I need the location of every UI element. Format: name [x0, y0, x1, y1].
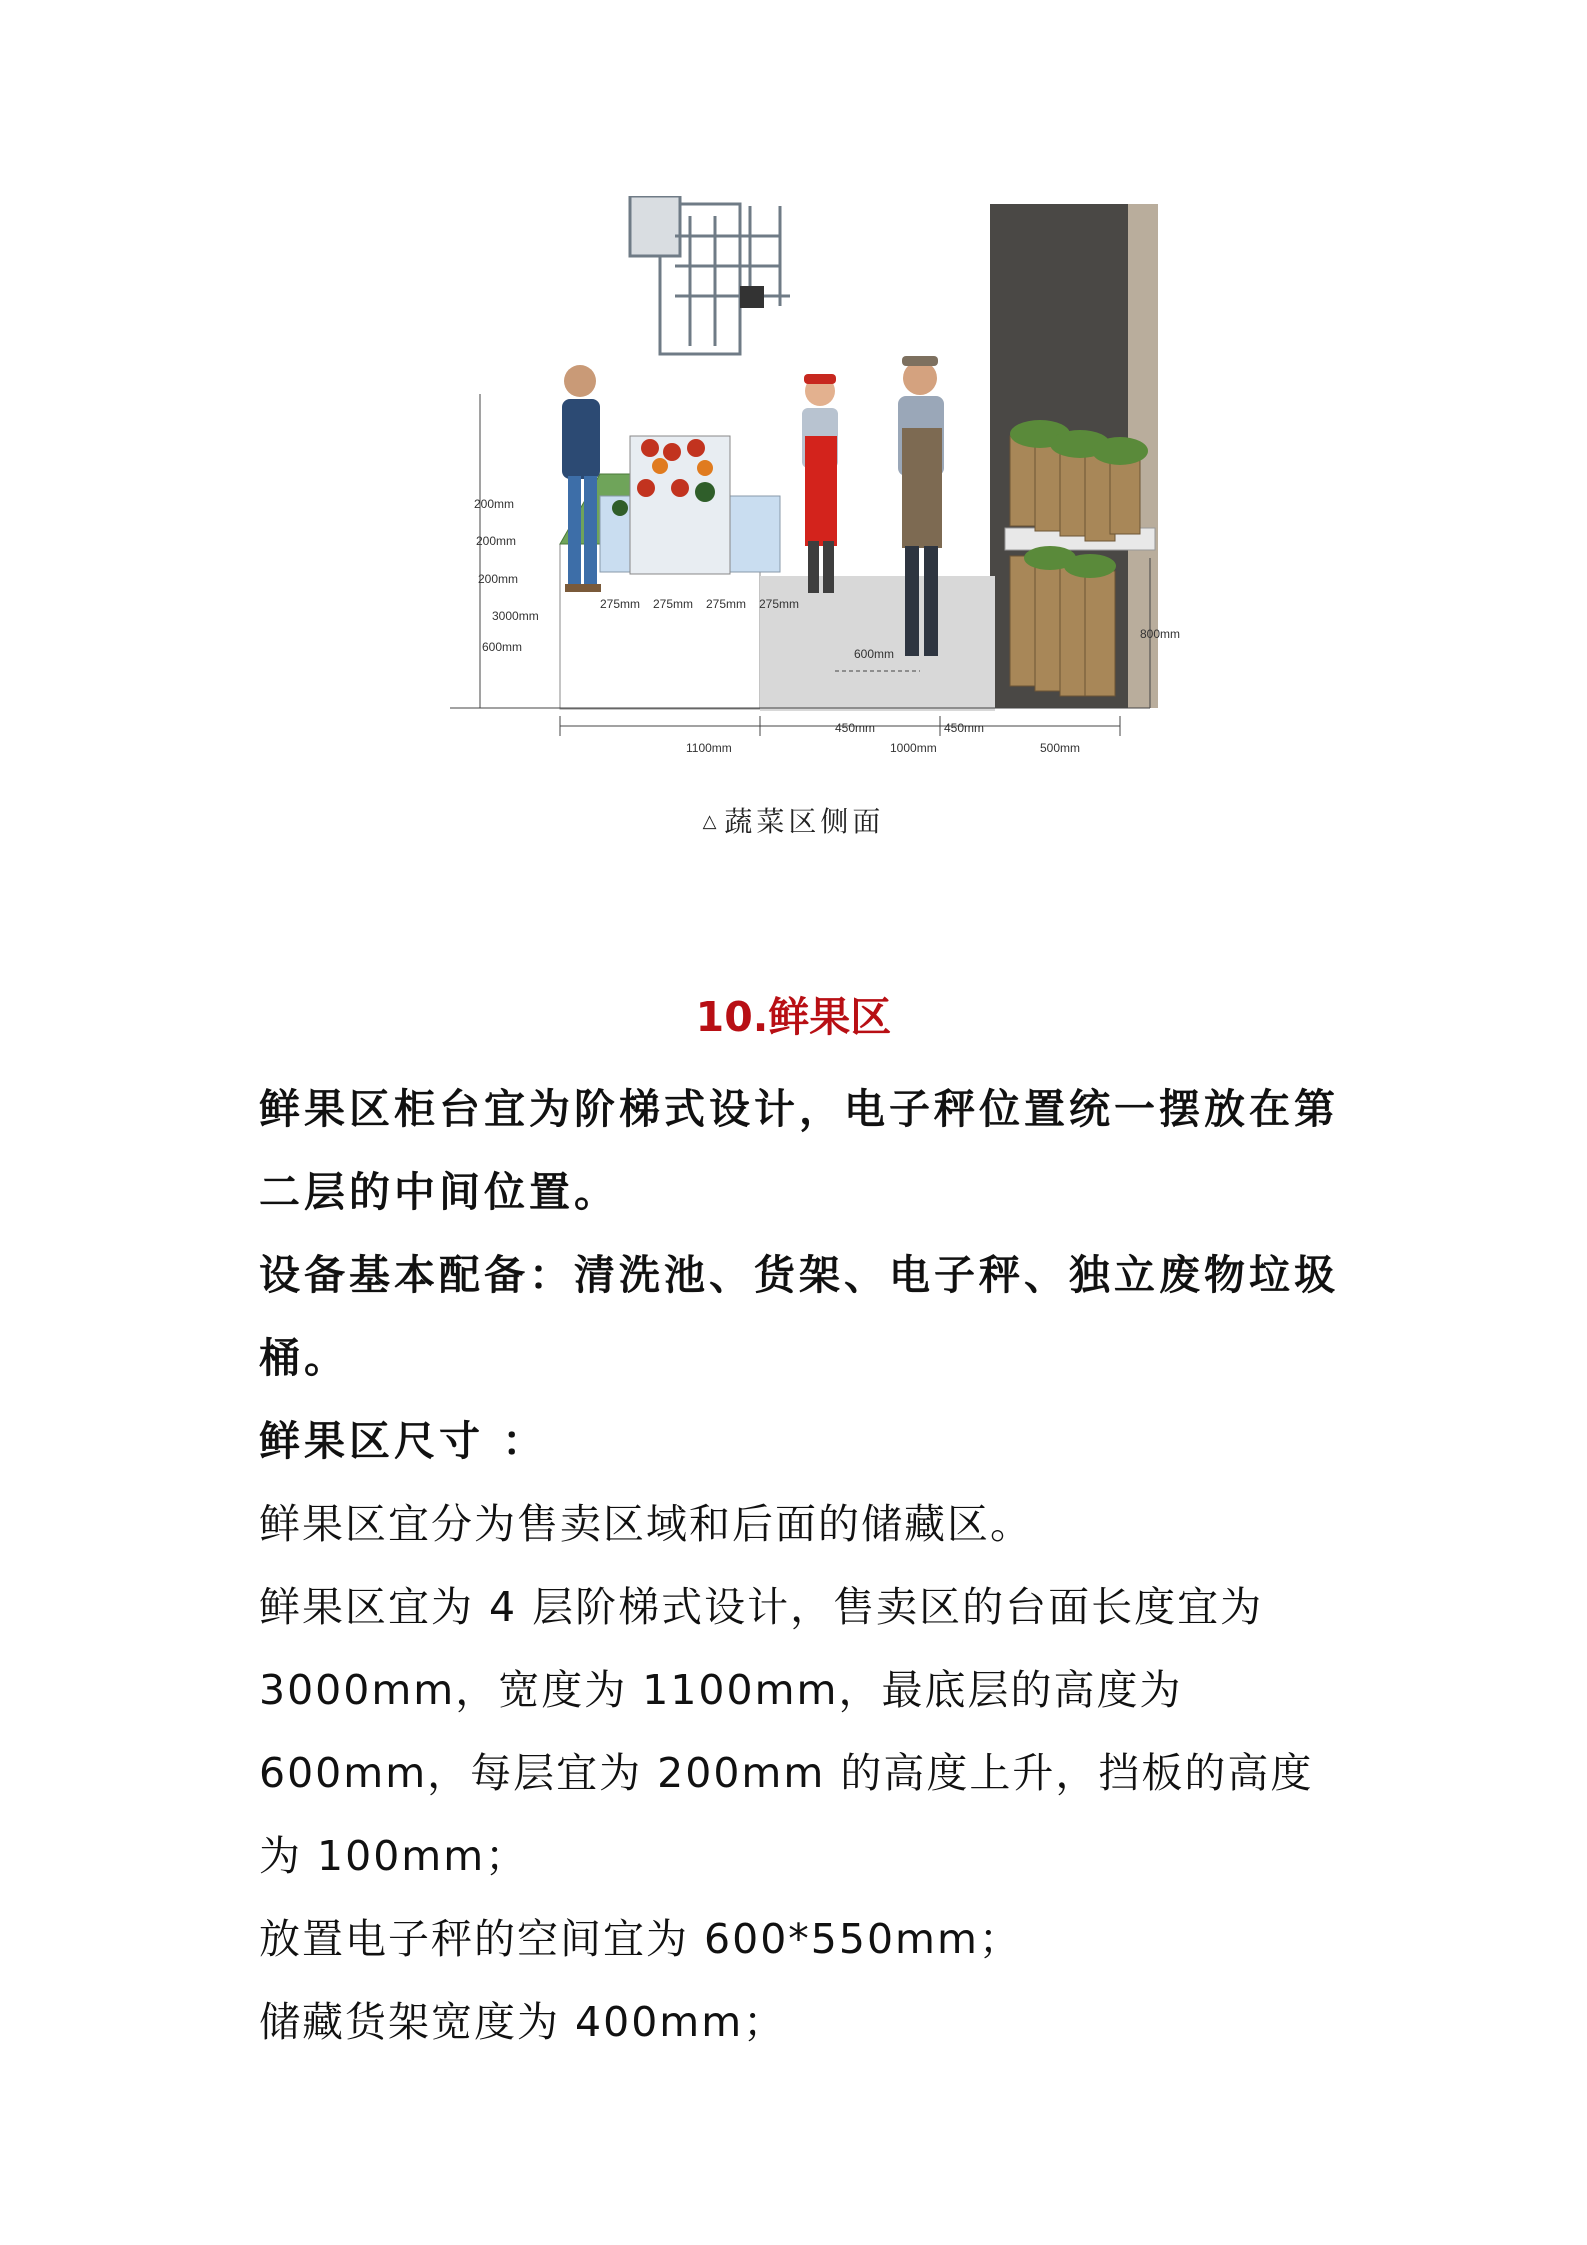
paragraph-scale-space: 放置电子秤的空间宜为 600*550mm； — [259, 1915, 1022, 1963]
width-label-3: 275mm — [706, 597, 747, 611]
bottom-label-4: 450mm — [944, 721, 985, 735]
scale-label: 600mm — [854, 647, 895, 661]
bottom-label-2: 450mm — [835, 721, 876, 735]
vegetable-area-side-illustration — [450, 196, 1180, 766]
height-label-4: 3000mm — [492, 609, 539, 623]
paragraph-tier-dimensions: 鲜果区宜为 4 层阶梯式设计，售卖区的台面长度宜为 3000mm，宽度为 1100mm，最底层的高度为 600mm，每层宜为 200mm 的高度上升，挡板的高度为 100mm； — [259, 1583, 1314, 1880]
bottom-label-1: 1100mm — [686, 741, 732, 755]
section-title: 10.鲜果区 — [695, 993, 892, 1041]
paragraph-size-heading: 鲜果区尺寸 ： — [259, 1417, 548, 1465]
width-label-4: 275mm — [759, 597, 800, 611]
side-view-drawing — [450, 196, 1180, 766]
paragraph-storage-shelf: 储藏货架宽度为 400mm； — [259, 1998, 787, 2046]
caption-text: 蔬菜区侧面 — [724, 805, 885, 838]
figure-caption — [0, 800, 1587, 840]
paragraph-counter-design: 鲜果区柜台宜为阶梯式设计，电子秤位置统一摆放在第二层的中间位置。 — [259, 1085, 1339, 1216]
height-label-5: 600mm — [482, 640, 523, 654]
width-label-1: 275mm — [600, 597, 641, 611]
camera-icon — [740, 286, 764, 308]
hanging-rack — [630, 196, 790, 354]
height-label-1: 200mm — [474, 497, 515, 511]
right-height-label: 800mm — [1140, 627, 1180, 641]
triangle-icon: △ — [702, 811, 721, 832]
width-label-2: 275mm — [653, 597, 694, 611]
clerk-female-figure — [802, 374, 838, 593]
body-text — [259, 1068, 1339, 2064]
paragraph-area-division: 鲜果区宜分为售卖区域和后面的储藏区。 — [259, 1500, 1033, 1548]
bottom-label-5: 500mm — [1040, 741, 1081, 755]
bottom-label-3: 1000mm — [890, 741, 937, 755]
paragraph-equipment: 设备基本配备：清洗池、货架、电子秤、独立废物垃圾桶。 — [259, 1251, 1339, 1382]
height-label-2: 200mm — [476, 534, 517, 548]
height-label-3: 200mm — [478, 572, 519, 586]
